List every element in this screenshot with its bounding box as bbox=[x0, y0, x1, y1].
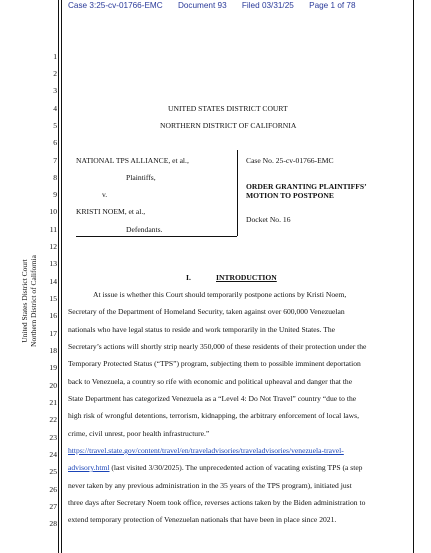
court-name: UNITED STATES DISTRICT COURT bbox=[168, 104, 288, 113]
court-sidebar-label bbox=[20, 253, 38, 349]
body-line: back to Venezuela, a country so rife with economic and political upheaval and danger that the bbox=[68, 377, 353, 386]
line-number: 1 bbox=[53, 52, 57, 61]
caption-vertical-rule bbox=[237, 150, 238, 236]
line-number: 11 bbox=[49, 225, 57, 234]
right-margin-rule bbox=[413, 0, 414, 553]
line-number: 21 bbox=[49, 398, 57, 407]
line-number: 28 bbox=[49, 519, 57, 528]
travel-advisory-link-cont[interactable]: advisory.html bbox=[68, 463, 110, 472]
header-case-number: Case 3:25-cv-01766-EMC bbox=[68, 1, 163, 10]
line-number: 18 bbox=[49, 346, 57, 355]
line-number: 15 bbox=[49, 294, 57, 303]
body-line: Secretary of the Department of Homeland Security, taken against over 600,000 Venezuelan bbox=[68, 307, 345, 316]
docket-number: Docket No. 16 bbox=[246, 215, 291, 224]
left-margin-double-rule-outer bbox=[58, 0, 59, 553]
line-number: 8 bbox=[53, 173, 57, 182]
line-number: 24 bbox=[49, 450, 57, 459]
body-line: Temporary Protected Status (“TPS”) program, subjecting them to possible imminent deportation bbox=[68, 359, 361, 368]
travel-advisory-link[interactable]: https://travel.state.gov/content/travel/en/traveladvisories/traveladvisories/venezuela-travel- bbox=[68, 446, 344, 455]
header-filed-date: Filed 03/31/25 bbox=[241, 1, 294, 10]
line-number: 9 bbox=[53, 190, 57, 199]
body-line: Secretary’s actions will shortly strip nearly 350,000 of these residents of their protection under the bbox=[68, 342, 367, 351]
line-number: 7 bbox=[53, 156, 57, 165]
header-document-number: Document 93 bbox=[177, 1, 227, 10]
line-number: 23 bbox=[49, 433, 57, 442]
line-number: 4 bbox=[53, 104, 57, 113]
body-line: three days after Secretary Noem took office, reverses actions taken by the Biden administration to bbox=[68, 498, 366, 507]
line-number: 6 bbox=[53, 138, 57, 147]
body-line: never taken by any previous administration in the 35 years of the TPS program), initiated just bbox=[68, 481, 352, 490]
caption-bottom-rule bbox=[76, 236, 237, 237]
body-line: At issue is whether this Court should temporarily postpone actions by Kristi Noem, bbox=[93, 290, 347, 299]
plaintiff-name: NATIONAL TPS ALLIANCE, et al., bbox=[76, 156, 189, 165]
after-link-text: (last visited 3/30/2025). The unprecedented action of vacating existing TPS (a step bbox=[109, 463, 363, 472]
plaintiff-role: Plaintiffs, bbox=[126, 173, 156, 182]
header-page-count: Page 1 of 78 bbox=[309, 1, 356, 10]
court-district: NORTHERN DISTRICT OF CALIFORNIA bbox=[160, 121, 297, 130]
case-number: Case No. 25-cv-01766-EMC bbox=[246, 156, 334, 165]
defendant-role: Defendants. bbox=[126, 225, 163, 234]
line-number: 20 bbox=[49, 381, 57, 390]
line-number: 10 bbox=[49, 207, 57, 216]
line-number: 12 bbox=[49, 242, 57, 251]
line-number: 25 bbox=[49, 467, 57, 476]
body-line: crime, civil unrest, poor health infrastructure.” bbox=[68, 429, 210, 438]
line-number: 27 bbox=[49, 502, 57, 511]
line-number: 2 bbox=[53, 69, 57, 78]
defendant-name: KRISTI NOEM, et al., bbox=[76, 207, 146, 216]
sidebar-line-1: United States District Court bbox=[20, 259, 29, 343]
versus-label: v. bbox=[102, 190, 108, 199]
line-number: 17 bbox=[49, 329, 57, 338]
sidebar-line-2: Northern District of California bbox=[29, 255, 38, 347]
left-margin-double-rule-inner bbox=[61, 0, 62, 553]
order-title-line1: ORDER GRANTING PLAINTIFFS’ bbox=[246, 182, 367, 191]
section-title: INTRODUCTION bbox=[216, 273, 277, 282]
line-number: 19 bbox=[49, 363, 57, 372]
body-line: State Department has categorized Venezuela as a “Level 4: Do Not Travel” country “due to the bbox=[68, 394, 357, 403]
line-number: 26 bbox=[49, 485, 57, 494]
order-title-line2: MOTION TO POSTPONE bbox=[246, 191, 334, 200]
line-number: 14 bbox=[49, 277, 57, 286]
body-line-with-link bbox=[68, 463, 362, 473]
line-number: 3 bbox=[53, 86, 57, 95]
section-number: I. bbox=[186, 273, 191, 282]
body-line: nationals who have legal status to reside and work temporarily in the United States. The bbox=[68, 325, 336, 334]
body-line: high risk of wrongful detentions, terrorism, kidnapping, the arbitrary enforcement of local laws, bbox=[68, 411, 360, 420]
body-line: extend temporary protection of Venezuelan nationals that have been in place since 2021. bbox=[68, 515, 337, 524]
line-number: 13 bbox=[49, 259, 57, 268]
line-number: 5 bbox=[53, 121, 57, 130]
line-number: 16 bbox=[49, 311, 57, 320]
ecf-header bbox=[68, 1, 369, 10]
line-number: 22 bbox=[49, 415, 57, 424]
